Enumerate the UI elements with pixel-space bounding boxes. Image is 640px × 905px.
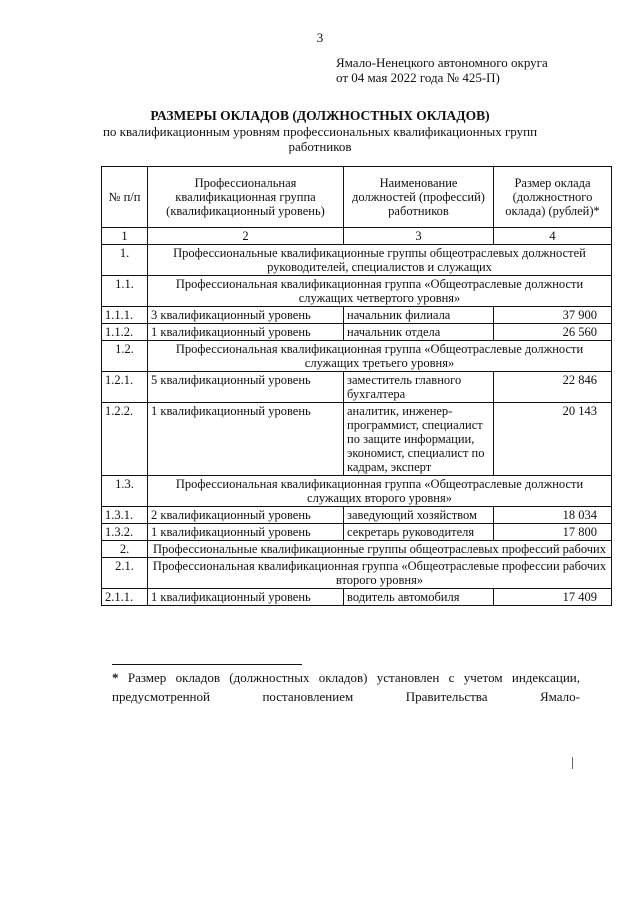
row-num: 1.2.2.	[102, 403, 148, 476]
row-position: заведующий хозяйством	[344, 507, 494, 524]
row-position: начальник филиала	[344, 307, 494, 324]
table-header-row	[102, 167, 612, 228]
row-num: 1.3.1.	[102, 507, 148, 524]
col-number: 1	[102, 228, 148, 245]
row-salary: 18 034	[494, 507, 612, 524]
col-number: 2	[148, 228, 344, 245]
row-position: секретарь руководителя	[344, 524, 494, 541]
document-subtitle: по квалификационным уровням профессиональных квалификационных групп работников	[102, 124, 538, 154]
header-note	[336, 55, 548, 85]
row-salary: 17 409	[494, 589, 612, 606]
header-num: № п/п	[102, 167, 148, 228]
row-level: 2 квалификационный уровень	[148, 507, 344, 524]
row-num: 1.1.1.	[102, 307, 148, 324]
row-salary: 26 560	[494, 324, 612, 341]
header-note-line1: Ямало-Ненецкого автономного округа	[336, 55, 548, 70]
section-row	[102, 558, 612, 589]
row-salary: 20 143	[494, 403, 612, 476]
column-numbers-row	[102, 228, 612, 245]
table-row	[102, 589, 612, 606]
section-row	[102, 245, 612, 276]
col-number: 3	[344, 228, 494, 245]
footnote-divider	[112, 664, 302, 665]
row-salary: 37 900	[494, 307, 612, 324]
section-num: 1.3.	[102, 476, 148, 507]
col-number: 4	[494, 228, 612, 245]
row-level: 3 квалификационный уровень	[148, 307, 344, 324]
row-level: 1 квалификационный уровень	[148, 324, 344, 341]
section-row	[102, 476, 612, 507]
row-salary: 22 846	[494, 372, 612, 403]
section-num: 1.1.	[102, 276, 148, 307]
footnote	[112, 668, 580, 706]
row-level: 1 квалификационный уровень	[148, 589, 344, 606]
header-group: Профессиональная квалификационная группа (квалификационный уровень)	[148, 167, 344, 228]
row-position: аналитик, инженер-программист, специалист по защите информации, экономист, специалист по кадрам, эксперт	[344, 403, 494, 476]
section-text: Профессиональная квалификационная группа «Общеотраслевые должности служащих четвертого уровня»	[148, 276, 612, 307]
section-row	[102, 341, 612, 372]
table-row	[102, 324, 612, 341]
table-row	[102, 372, 612, 403]
header-position: Наименование должностей (профессий) работников	[344, 167, 494, 228]
section-row	[102, 541, 612, 558]
header-salary: Размер оклада (должностного оклада) (рублей)*	[494, 167, 612, 228]
footnote-asterisk: *	[112, 670, 119, 685]
row-num: 2.1.1.	[102, 589, 148, 606]
row-position: водитель автомобиля	[344, 589, 494, 606]
section-text: Профессиональная квалификационная группа «Общеотраслевые должности служащих третьего уровня»	[148, 341, 612, 372]
row-level: 1 квалификационный уровень	[148, 524, 344, 541]
row-num: 1.1.2.	[102, 324, 148, 341]
table-row	[102, 307, 612, 324]
row-position: заместитель главного бухгалтера	[344, 372, 494, 403]
row-num: 1.2.1.	[102, 372, 148, 403]
footnote-text: Размер окладов (должностных окладов) установлен с учетом индексации, предусмотренной постановлением Правительства Ямало-	[112, 670, 580, 704]
salary-table	[101, 166, 612, 606]
section-row	[102, 276, 612, 307]
section-text: Профессиональная квалификационная группа «Общеотраслевые должности служащих второго уровня»	[148, 476, 612, 507]
row-level: 1 квалификационный уровень	[148, 403, 344, 476]
section-num: 2.	[102, 541, 148, 558]
section-text: Профессиональные квалификационные группы общеотраслевых профессий рабочих	[148, 541, 612, 558]
row-num: 1.3.2.	[102, 524, 148, 541]
section-num: 1.	[102, 245, 148, 276]
document-title: РАЗМЕРЫ ОКЛАДОВ (ДОЛЖНОСТНЫХ ОКЛАДОВ)	[150, 108, 490, 123]
table-row	[102, 524, 612, 541]
row-level: 5 квалификационный уровень	[148, 372, 344, 403]
row-position: начальник отдела	[344, 324, 494, 341]
table-row	[102, 507, 612, 524]
scan-mark	[572, 757, 574, 769]
table-row	[102, 403, 612, 476]
row-salary: 17 800	[494, 524, 612, 541]
section-text: Профессиональные квалификационные группы общеотраслевых должностей руководителей, специалистов и служащих	[148, 245, 612, 276]
section-text: Профессиональная квалификационная группа «Общеотраслевые профессии рабочих второго уровня»	[148, 558, 612, 589]
section-num: 1.2.	[102, 341, 148, 372]
header-note-line2: от 04 мая 2022 года № 425-П)	[336, 70, 500, 85]
page-number: 3	[316, 30, 324, 45]
section-num: 2.1.	[102, 558, 148, 589]
